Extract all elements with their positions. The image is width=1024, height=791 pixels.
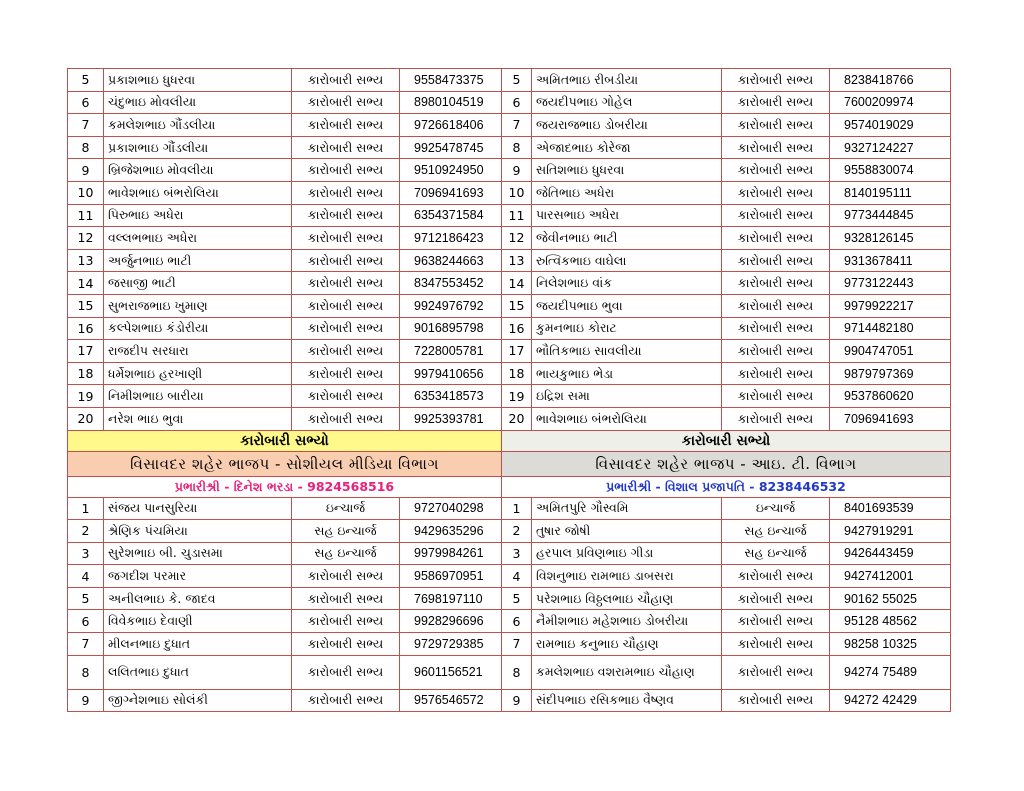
right-member-name: એજાદભાઇ કોરેજા xyxy=(532,136,722,159)
right-member-role: કારોબારી સભ્ય xyxy=(722,181,830,204)
right-row-number: 14 xyxy=(502,272,532,295)
right-member-phone: 98258 10325 xyxy=(830,633,951,656)
left-member-role: કારોબારી સભ્ય xyxy=(292,69,400,92)
table-row xyxy=(68,91,951,114)
right-member-phone: 9574019029 xyxy=(830,114,951,137)
left-member-name: જગદીશ પરમાર xyxy=(104,565,292,588)
left-row-number: 5 xyxy=(68,69,104,92)
table-row xyxy=(68,497,951,520)
right-member-phone: 9879797369 xyxy=(830,362,951,385)
right-row-number: 9 xyxy=(502,689,532,712)
left-member-role: કારોબારી સભ્ય xyxy=(292,159,400,182)
right-member-name: ઇદ્રિશ સમા xyxy=(532,385,722,408)
right-member-name: અમિતભાઇ રીબડીયા xyxy=(532,69,722,92)
right-member-role: કારોબારી સભ્ય xyxy=(722,362,830,385)
left-member-role: કારોબારી સભ્ય xyxy=(292,407,400,430)
right-member-phone: 9773122443 xyxy=(830,272,951,295)
department-row xyxy=(68,451,951,476)
left-member-role: કારોબારી સભ્ય xyxy=(292,633,400,656)
table-row xyxy=(68,655,951,689)
right-member-phone: 8140195111 xyxy=(830,181,951,204)
right-member-phone: 7096941693 xyxy=(830,407,951,430)
left-member-name: જીગ્નેશભાઇ સોલંકી xyxy=(104,689,292,712)
right-member-role: કારોબારી સભ્ય xyxy=(722,317,830,340)
left-member-phone: 6354371584 xyxy=(400,204,502,227)
right-member-name: પારસભાઇ અધેરા xyxy=(532,204,722,227)
left-row-number: 6 xyxy=(68,610,104,633)
right-member-name: તુષાર જોષી xyxy=(532,520,722,543)
left-member-phone: 9016895798 xyxy=(400,317,502,340)
right-member-name: જયરાજભાઇ ડોબરીયા xyxy=(532,114,722,137)
left-member-role: કારોબારી સભ્ય xyxy=(292,587,400,610)
incharge-row xyxy=(68,476,951,497)
left-member-role: કારોબારી સભ્ય xyxy=(292,114,400,137)
left-row-number: 9 xyxy=(68,159,104,182)
left-member-role: કારોબારી સભ્ય xyxy=(292,655,400,689)
left-member-name: સંજય પાનસુરિયા xyxy=(104,497,292,520)
right-member-phone: 9313678411 xyxy=(830,249,951,272)
left-member-role: કારોબારી સભ્ય xyxy=(292,136,400,159)
top-member-rows xyxy=(68,69,951,431)
left-row-number: 5 xyxy=(68,587,104,610)
right-member-phone: 8401693539 xyxy=(830,497,951,520)
right-member-name: રુત્વિકભાઇ વાઘેલા xyxy=(532,249,722,272)
right-member-phone: 94274 75489 xyxy=(830,655,951,689)
left-row-number: 17 xyxy=(68,340,104,363)
left-member-name: પ્રકાશભાઇ ગૌંડલીયા xyxy=(104,136,292,159)
table-row xyxy=(68,294,951,317)
right-member-role: કારોબારી સભ્ય xyxy=(722,136,830,159)
table-row xyxy=(68,520,951,543)
table-row xyxy=(68,542,951,565)
right-member-phone: 90162 55025 xyxy=(830,587,951,610)
right-member-name: કુમનભાઇ કોરાટ xyxy=(532,317,722,340)
right-member-phone: 9537860620 xyxy=(830,385,951,408)
left-member-phone: 9729729385 xyxy=(400,633,502,656)
right-row-number: 10 xyxy=(502,181,532,204)
left-department-title: વિસાવદર શહેર ભાજપ - સોશીયલ મીડિયા વિભાગ xyxy=(68,451,502,476)
left-row-number: 10 xyxy=(68,181,104,204)
left-member-role: સહ ઇન્ચાર્જ xyxy=(292,542,400,565)
right-member-role: કારોબારી સભ્ય xyxy=(722,407,830,430)
left-row-number: 15 xyxy=(68,294,104,317)
left-row-number: 18 xyxy=(68,362,104,385)
right-section-header: કારોબારી સભ્યો xyxy=(502,430,951,451)
left-member-name: ચંદુભાઇ મોવલીયા xyxy=(104,91,292,114)
right-member-role: કારોબારી સભ્ય xyxy=(722,204,830,227)
right-row-number: 20 xyxy=(502,407,532,430)
left-member-role: કારોબારી સભ્ય xyxy=(292,340,400,363)
table-row xyxy=(68,340,951,363)
left-member-name: બ્રિજેશભાઇ મોવલીયા xyxy=(104,159,292,182)
right-member-name: હરપાલ પ્રવિણભાઇ ગીડા xyxy=(532,542,722,565)
right-member-role: કારોબારી સભ્ય xyxy=(722,272,830,295)
right-member-phone: 9426443459 xyxy=(830,542,951,565)
left-incharge: પ્રભારીશ્રી - દિનેશ ભરડા - 9824568516 xyxy=(68,476,502,497)
right-member-name: જેવીનભાઇ ભાટી xyxy=(532,227,722,250)
left-row-number: 3 xyxy=(68,542,104,565)
left-member-name: અર્જુનભાઇ ભાટી xyxy=(104,249,292,272)
left-member-phone: 7096941693 xyxy=(400,181,502,204)
right-row-number: 7 xyxy=(502,633,532,656)
right-member-role: ઇન્ચાર્જ xyxy=(722,497,830,520)
left-member-name: લલિતભાઇ દુધાત xyxy=(104,655,292,689)
table-row xyxy=(68,385,951,408)
left-member-name: કલ્પેશભાઇ કંડોરીયા xyxy=(104,317,292,340)
left-member-name: ધર્મેશભાઇ હરખાણી xyxy=(104,362,292,385)
right-member-role: કારોબારી સભ્ય xyxy=(722,159,830,182)
left-member-phone: 9925478745 xyxy=(400,136,502,159)
section-headers xyxy=(68,430,951,497)
left-member-phone: 9924976792 xyxy=(400,294,502,317)
left-member-phone: 7698197110 xyxy=(400,587,502,610)
left-member-name: સુભરાજભાઇ ખુમાણ xyxy=(104,294,292,317)
left-member-phone: 9429635296 xyxy=(400,520,502,543)
right-member-phone: 9714482180 xyxy=(830,317,951,340)
right-member-name: સંદીપભાઇ રસિકભાઇ વૈષ્ણવ xyxy=(532,689,722,712)
right-row-number: 5 xyxy=(502,587,532,610)
right-member-role: કારોબારી સભ્ય xyxy=(722,610,830,633)
left-member-role: કારોબારી સભ્ય xyxy=(292,385,400,408)
left-member-role: કારોબારી સભ્ય xyxy=(292,317,400,340)
right-incharge: પ્રભારીશ્રી - વિશાલ પ્રજાપતિ - 8238446532 xyxy=(502,476,951,497)
right-member-role: સહ ઇન્ચાર્જ xyxy=(722,542,830,565)
right-member-name: પરેશભાઇ વિઠ્ઠલભાઇ ચૌહાણ xyxy=(532,587,722,610)
right-row-number: 15 xyxy=(502,294,532,317)
right-row-number: 6 xyxy=(502,91,532,114)
right-member-phone: 9427412001 xyxy=(830,565,951,588)
right-member-role: કારોબારી સભ્ય xyxy=(722,633,830,656)
right-member-role: કારોબારી સભ્ય xyxy=(722,294,830,317)
left-member-name: નરેશ ભાઇ ભુવા xyxy=(104,407,292,430)
table-row xyxy=(68,565,951,588)
right-member-role: કારોબારી સભ્ય xyxy=(722,655,830,689)
left-member-role: કારોબારી સભ્ય xyxy=(292,294,400,317)
left-member-role: કારોબારી સભ્ય xyxy=(292,249,400,272)
right-member-name: જેતિભાઇ અધેરા xyxy=(532,181,722,204)
right-member-name: નૈમીશભાઇ મહેશભાઇ ડોબરીયા xyxy=(532,610,722,633)
right-member-name: વિશનુભાઇ રામભાઇ ડાબસરા xyxy=(532,565,722,588)
left-member-name: કમલેશભાઇ ગૌંડલીયા xyxy=(104,114,292,137)
left-row-number: 14 xyxy=(68,272,104,295)
left-row-number: 8 xyxy=(68,655,104,689)
left-row-number: 13 xyxy=(68,249,104,272)
left-member-role: કારોબારી સભ્ય xyxy=(292,204,400,227)
left-member-role: કારોબારી સભ્ય xyxy=(292,610,400,633)
right-member-name: ભૌતિકભાઇ સાવલીયા xyxy=(532,340,722,363)
right-row-number: 13 xyxy=(502,249,532,272)
right-member-phone: 7600209974 xyxy=(830,91,951,114)
right-row-number: 16 xyxy=(502,317,532,340)
right-member-phone: 9328126145 xyxy=(830,227,951,250)
left-member-phone: 9726618406 xyxy=(400,114,502,137)
left-member-phone: 9558473375 xyxy=(400,69,502,92)
left-row-number: 1 xyxy=(68,497,104,520)
right-row-number: 19 xyxy=(502,385,532,408)
right-department-title: વિસાવદર શહેર ભાજપ - આઇ. ટી. વિભાગ xyxy=(502,451,951,476)
table-row xyxy=(68,249,951,272)
table-row xyxy=(68,689,951,712)
table-row xyxy=(68,362,951,385)
left-row-number: 8 xyxy=(68,136,104,159)
table-row xyxy=(68,587,951,610)
left-member-name: ભાવેશભાઇ બંભરોલિયા xyxy=(104,181,292,204)
right-member-role: કારોબારી સભ્ય xyxy=(722,385,830,408)
right-member-name: ભાવેશભાઇ બંભરોલિયા xyxy=(532,407,722,430)
table-row xyxy=(68,407,951,430)
left-member-name: સુરેશભાઇ બી. ચુડાસમા xyxy=(104,542,292,565)
left-member-phone: 9979984261 xyxy=(400,542,502,565)
right-member-name: નિલેશભાઇ વાંક xyxy=(532,272,722,295)
right-member-phone: 95128 48562 xyxy=(830,610,951,633)
right-member-role: કારોબારી સભ્ય xyxy=(722,249,830,272)
right-row-number: 3 xyxy=(502,542,532,565)
left-row-number: 16 xyxy=(68,317,104,340)
table-row xyxy=(68,159,951,182)
left-row-number: 7 xyxy=(68,633,104,656)
left-row-number: 7 xyxy=(68,114,104,137)
right-row-number: 11 xyxy=(502,204,532,227)
right-member-phone: 9773444845 xyxy=(830,204,951,227)
right-row-number: 1 xyxy=(502,497,532,520)
right-member-role: કારોબારી સભ્ય xyxy=(722,69,830,92)
right-member-name: રામભાઇ કનુભાઇ ચૌહાણ xyxy=(532,633,722,656)
right-member-phone: 9558830074 xyxy=(830,159,951,182)
left-row-number: 9 xyxy=(68,689,104,712)
left-member-name: જસાજી ભાટી xyxy=(104,272,292,295)
table-row xyxy=(68,317,951,340)
right-member-role: સહ ઇન્ચાર્જ xyxy=(722,520,830,543)
right-row-number: 6 xyxy=(502,610,532,633)
right-member-name: જયદીપભાઇ ગોહેલ xyxy=(532,91,722,114)
table-row xyxy=(68,69,951,92)
right-member-name: અમિતપુરિ ગૌસ્વમિ xyxy=(532,497,722,520)
right-member-phone: 9327124227 xyxy=(830,136,951,159)
right-member-role: કારોબારી સભ્ય xyxy=(722,565,830,588)
table-row xyxy=(68,204,951,227)
left-member-phone: 9601156521 xyxy=(400,655,502,689)
left-member-name: મીલનભાઇ દુધાત xyxy=(104,633,292,656)
left-member-phone: 7228005781 xyxy=(400,340,502,363)
right-member-role: કારોબારી સભ્ય xyxy=(722,587,830,610)
left-section-header: કારોબારી સભ્યો xyxy=(68,430,502,451)
left-member-phone: 9925393781 xyxy=(400,407,502,430)
left-member-role: કારોબારી સભ્ય xyxy=(292,181,400,204)
left-member-name: અનીલભાઇ કે. જાદવ xyxy=(104,587,292,610)
right-row-number: 9 xyxy=(502,159,532,182)
table-row xyxy=(68,272,951,295)
table-row xyxy=(68,136,951,159)
left-member-phone: 9928296696 xyxy=(400,610,502,633)
left-member-phone: 9576546572 xyxy=(400,689,502,712)
right-member-name: કમલેશભાઇ વશરામભાઇ ચૌહાણ xyxy=(532,655,722,689)
right-member-role: કારોબારી સભ્ય xyxy=(722,227,830,250)
right-member-phone: 9427919291 xyxy=(830,520,951,543)
table-row xyxy=(68,181,951,204)
member-table xyxy=(67,68,951,712)
right-row-number: 12 xyxy=(502,227,532,250)
left-row-number: 2 xyxy=(68,520,104,543)
right-member-role: કારોબારી સભ્ય xyxy=(722,689,830,712)
left-member-phone: 9638244663 xyxy=(400,249,502,272)
right-member-name: ભાયકુભાઇ ભેડા xyxy=(532,362,722,385)
table-row xyxy=(68,610,951,633)
right-row-number: 4 xyxy=(502,565,532,588)
right-row-number: 2 xyxy=(502,520,532,543)
left-member-phone: 9979410656 xyxy=(400,362,502,385)
right-member-phone: 8238418766 xyxy=(830,69,951,92)
left-member-role: ઇન્ચાર્જ xyxy=(292,497,400,520)
left-member-name: વિવેકભાઇ દેવાણી xyxy=(104,610,292,633)
left-member-phone: 8980104519 xyxy=(400,91,502,114)
left-member-name: પિરુભાઇ અધેરા xyxy=(104,204,292,227)
left-member-name: વલ્લભભાઇ અધેરા xyxy=(104,227,292,250)
right-row-number: 7 xyxy=(502,114,532,137)
left-member-phone: 6353418573 xyxy=(400,385,502,408)
left-row-number: 6 xyxy=(68,91,104,114)
left-member-phone: 9727040298 xyxy=(400,497,502,520)
right-row-number: 17 xyxy=(502,340,532,363)
left-row-number: 4 xyxy=(68,565,104,588)
left-member-phone: 9510924950 xyxy=(400,159,502,182)
left-row-number: 11 xyxy=(68,204,104,227)
left-row-number: 12 xyxy=(68,227,104,250)
left-member-role: કારોબારી સભ્ય xyxy=(292,565,400,588)
right-member-role: કારોબારી સભ્ય xyxy=(722,114,830,137)
left-member-name: રાજદીપ સરધારા xyxy=(104,340,292,363)
left-row-number: 20 xyxy=(68,407,104,430)
right-member-phone: 9979922217 xyxy=(830,294,951,317)
table-row xyxy=(68,633,951,656)
section-header-row xyxy=(68,430,951,451)
left-member-role: સહ ઇન્ચાર્જ xyxy=(292,520,400,543)
left-member-name: નિમીશભાઇ બારીયા xyxy=(104,385,292,408)
right-member-phone: 94272 42429 xyxy=(830,689,951,712)
left-member-role: કારોબારી સભ્ય xyxy=(292,689,400,712)
left-member-name: શ્રેણિક પંચમિયા xyxy=(104,520,292,543)
bottom-member-rows xyxy=(68,497,951,712)
left-member-phone: 9712186423 xyxy=(400,227,502,250)
right-row-number: 8 xyxy=(502,655,532,689)
right-row-number: 5 xyxy=(502,69,532,92)
right-member-name: સતિશભાઇ ધુધરવા xyxy=(532,159,722,182)
right-member-name: જયદીપભાઇ ભુવા xyxy=(532,294,722,317)
right-row-number: 18 xyxy=(502,362,532,385)
left-member-role: કારોબારી સભ્ય xyxy=(292,362,400,385)
left-row-number: 19 xyxy=(68,385,104,408)
right-row-number: 8 xyxy=(502,136,532,159)
left-member-role: કારોબારી સભ્ય xyxy=(292,91,400,114)
right-member-phone: 9904747051 xyxy=(830,340,951,363)
left-member-role: કારોબારી સભ્ય xyxy=(292,272,400,295)
table-row xyxy=(68,114,951,137)
left-member-name: પ્રકાશભાઇ ધુધરવા xyxy=(104,69,292,92)
right-member-role: કારોબારી સભ્ય xyxy=(722,91,830,114)
table-row xyxy=(68,227,951,250)
left-member-phone: 9586970951 xyxy=(400,565,502,588)
left-member-role: કારોબારી સભ્ય xyxy=(292,227,400,250)
right-member-role: કારોબારી સભ્ય xyxy=(722,340,830,363)
left-member-phone: 8347553452 xyxy=(400,272,502,295)
